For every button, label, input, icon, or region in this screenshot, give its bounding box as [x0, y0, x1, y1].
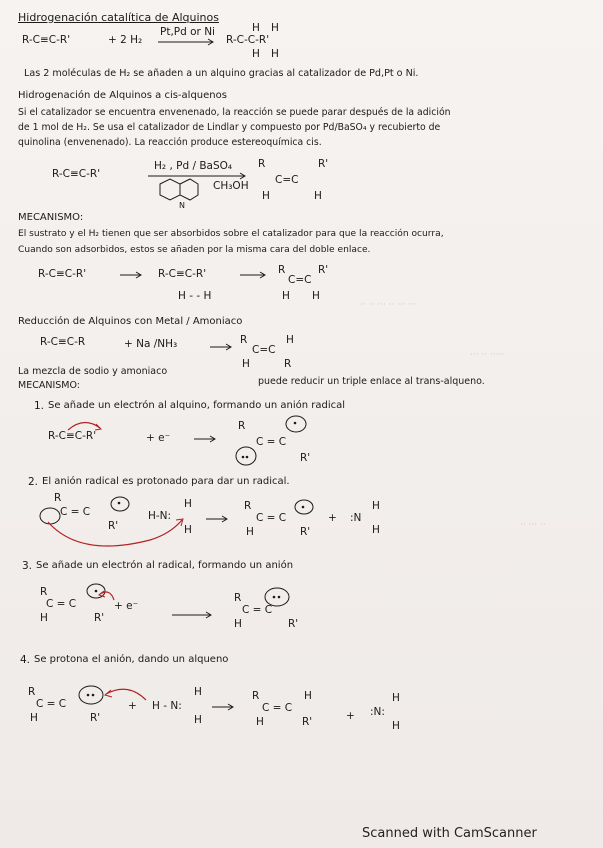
step4-nh2: :N: [370, 706, 385, 718]
step2-nh2: :N [350, 512, 362, 524]
step1-electron: + e⁻ [146, 432, 171, 444]
step1-orbitals [232, 412, 312, 468]
step3-r: R [40, 586, 48, 598]
reaction1-h-top-2: H [271, 22, 279, 34]
mecanismo1-line-2: Cuando son adsorbidos, estos se añaden por la misma cara del doble enlace. [18, 245, 371, 255]
step2-nh3-h-bot: H [184, 524, 192, 536]
na-nh3-h-bot: H [242, 358, 250, 370]
step3-product-r: R [234, 592, 242, 604]
step3-product-cc: C = C [242, 604, 273, 616]
na-nh3-arrow [210, 344, 236, 352]
reaction1-reagent: + 2 H₂ [108, 34, 143, 46]
step2-product-orbital [292, 498, 316, 518]
step3-cc: C = C [46, 598, 77, 610]
step3-arrow [172, 612, 216, 620]
step4-product-h-bot: H [256, 716, 264, 728]
mec1-arrow-1 [120, 272, 146, 280]
step4-product-r: R [252, 690, 260, 702]
reaction1-reactant: R-C≡C-R' [22, 34, 71, 46]
lindlar-h-right: H [314, 190, 322, 202]
bleed-through-text: ·· ··· ·· [520, 520, 546, 530]
na-nh3-reagent: + Na /NH₃ [124, 338, 178, 350]
reaction1-product: R-C-C-R' [226, 34, 270, 46]
mec1-h-right: H [312, 290, 320, 302]
step2-red-arrow [40, 514, 190, 554]
step2-nh2-h-top: H [372, 500, 380, 512]
section2-line-3: quinolina (envenenado). La reacción produce estereoquímica cis. [18, 137, 322, 148]
na-nh3-h-top: H [286, 334, 294, 346]
step4-plus-2: + [346, 710, 355, 722]
lindlar-r-label: R [258, 158, 266, 170]
section2-line-2: de 1 mol de H₂. Se usa el catalizador de Lindlar y compuesto por Pd/BaSO₄ y recubierto de [18, 122, 441, 133]
step4-nh3-h-top: H [194, 686, 202, 698]
mec1-middle: R-C≡C-R' [158, 268, 207, 280]
step2-product-cc: C = C [256, 512, 287, 524]
lindlar-solvent: CH₃OH [213, 180, 249, 192]
step4-product-rprime: R' [302, 716, 313, 728]
step3-rprime: R' [94, 612, 105, 624]
mec1-h-left: H [282, 290, 290, 302]
step4-nh3: H - N: [152, 700, 182, 712]
step1-product-r: R [238, 420, 246, 432]
bleed-through-text: ·· ·· ··· ·· ··· ··· [360, 300, 418, 310]
mec1-reactant: R-C≡C-R' [38, 268, 87, 280]
mecanismo1-title: MECANISMO: [18, 212, 84, 223]
step4-rprime: R' [90, 712, 101, 724]
section3-title: Reducción de Alquinos con Metal / Amoniaco [18, 316, 243, 327]
step1-product-rprime: R' [300, 452, 311, 464]
step4-r: R [28, 686, 36, 698]
quinoline-structure [150, 178, 200, 210]
lindlar-rprime-label: R' [318, 158, 329, 170]
lindlar-reactant: R-C≡C-R' [52, 168, 101, 180]
lindlar-product: C=C [275, 174, 299, 186]
step2-product-r: R [244, 500, 252, 512]
na-nh3-reactant: R-C≡C-R [40, 336, 86, 348]
step2-nh3: H-N: [148, 510, 172, 522]
intro-line: Las 2 moléculas de H₂ se añaden a un alquino gracias al catalizador de Pd,Pt o Ni. [24, 68, 419, 79]
step3-product-h: H [234, 618, 242, 630]
step4-cc: C = C [36, 698, 67, 710]
step3-text: Se añade un electrón al radical, formando un anión [36, 560, 294, 571]
page-title: Hidrogenación catalítica de Alquinos [18, 11, 219, 24]
lindlar-h-left: H [262, 190, 270, 202]
mec1-r: R [278, 264, 286, 276]
mec1-arrow-2 [240, 272, 270, 280]
step4-h: H [30, 712, 38, 724]
step4-product-h-top: H [304, 690, 312, 702]
step4-red-arrow [100, 686, 150, 704]
mecanismo1-line-1: El sustrato y el H₂ tienen que ser absorbidos sobre el catalizador para que la reacción ocurra, [18, 229, 444, 239]
step4-plus: + [128, 700, 137, 712]
step4-product-cc: C = C [262, 702, 293, 714]
step3-product-rprime: R' [288, 618, 299, 630]
mec1-middle-h: H - - H [178, 290, 212, 302]
reaction1-catalyst: Pt,Pd or Ni [160, 26, 215, 38]
step4-arrow [212, 704, 238, 712]
na-nh3-product: C=C [252, 344, 276, 356]
step2-plus: + [328, 512, 337, 524]
step2-num: 2. [28, 476, 39, 488]
section3-note-b: puede reducir un triple enlace al trans-alqueno. [258, 376, 485, 387]
step2-r: R [54, 492, 62, 504]
camscanner-watermark: Scanned with CamScanner [362, 826, 537, 841]
na-nh3-r-bot: R [284, 358, 292, 370]
reaction1-h-bot-1: H [252, 48, 260, 60]
bleed-through-text: ··· ·· ····· [470, 350, 505, 360]
step2-rprime: R' [108, 520, 119, 532]
reaction1-h-top-1: H [252, 22, 260, 34]
step3-h: H [40, 612, 48, 624]
section3-mecanismo: MECANISMO: [18, 380, 80, 391]
step2-nh2-h-bot: H [372, 524, 380, 536]
step1-arrow [194, 436, 220, 444]
step2-product-rprime: R' [300, 526, 311, 538]
step1-text: Se añade un electrón al alquino, formando un anión radical [48, 400, 346, 411]
step4-nh3-h-bot: H [194, 714, 202, 726]
section2-title: Hidrogenación de Alquinos a cis-alquenos [18, 90, 227, 101]
reaction1-h-bot-2: H [271, 48, 279, 60]
mec1-rprime: R' [318, 264, 329, 276]
step3-num: 3. [22, 560, 33, 572]
step2-product-h: H [246, 526, 254, 538]
step1-product-cc: C = C [256, 436, 287, 448]
step2-arrow [206, 516, 232, 524]
reaction1-arrow [158, 38, 218, 46]
step4-text: Se protona el anión, dando un alqueno [34, 654, 229, 665]
step4-nh2-h-bot: H [392, 720, 400, 732]
step2-text: El anión radical es protonado para dar un radical. [42, 476, 290, 487]
lindlar-reagent: H₂ , Pd / BaSO₄ [154, 160, 233, 172]
step4-num: 4. [20, 654, 31, 666]
step1-num: 1. [34, 400, 45, 412]
step1-reactant: R-C≡C-R' [48, 430, 97, 442]
step2-cc: C = C [60, 506, 91, 518]
step4-nh2-h-top: H [392, 692, 400, 704]
step3-product-orbital [262, 586, 292, 610]
section3-note-a: La mezcla de sodio y amoniaco [18, 366, 168, 377]
na-nh3-r: R [240, 334, 248, 346]
svg-text:N: N [179, 201, 185, 210]
step1-red-arrow [66, 418, 106, 432]
section2-line-1: Si el catalizador se encuentra envenenado, la reacción se puede parar después de la adición [18, 107, 451, 118]
step2-nh3-h-top: H [184, 498, 192, 510]
mec1-product: C=C [288, 274, 312, 286]
step3-electron: + e⁻ [114, 600, 139, 612]
